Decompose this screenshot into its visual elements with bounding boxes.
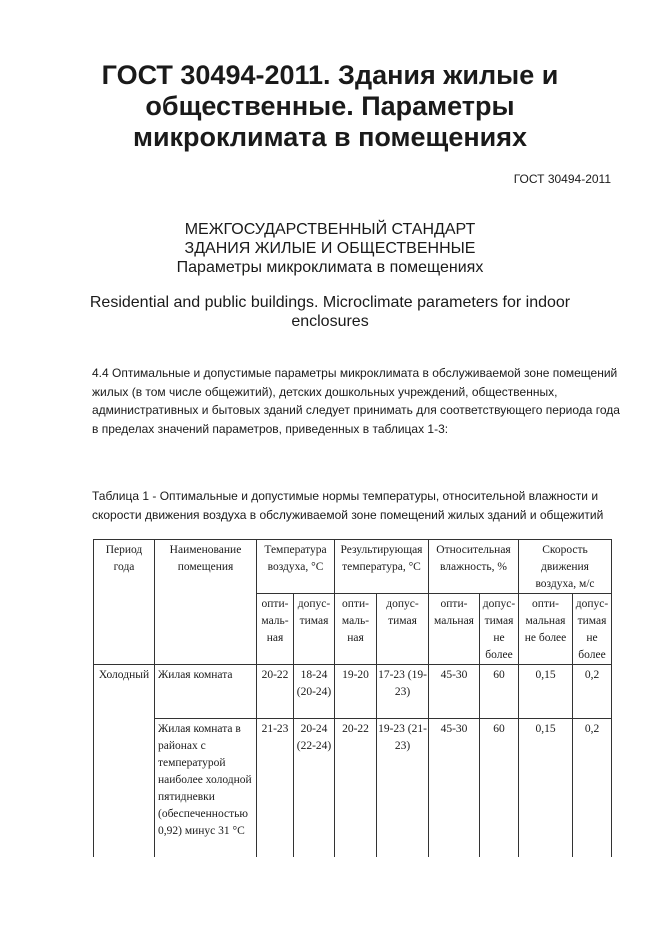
cell-result-optimal: 20-22: [335, 719, 377, 857]
cell-speed-allowed: 0,2: [573, 719, 612, 857]
standard-heading-line3: Параметры микроклимата в помещениях: [176, 259, 484, 276]
cell-room: Жилая комната в районах с температурой наиболее холодной пятидневки (обеспеченностью 0,92) минус 31 °С: [155, 719, 257, 857]
cell-result-optimal: 19-20: [335, 665, 377, 719]
table-caption: Таблица 1 - Оптимальные и допустимые нормы температуры, относительной влажности и скорости движения воздуха в обслуживаемой зоне помещений жилых зданий и общежитий: [92, 489, 604, 522]
sub-speed-allowed: допус-тимая не более: [573, 594, 612, 665]
sub-result-allowed: допус-тимая: [377, 594, 429, 665]
cell-speed-allowed: 0,2: [573, 665, 612, 719]
header-period: Период года: [94, 540, 155, 665]
cell-humidity-optimal: 45-30: [429, 665, 480, 719]
sub-air-optimal: опти-маль-ная: [257, 594, 294, 665]
sub-speed-optimal: опти-мальная не более: [519, 594, 573, 665]
english-title: Residential and public buildings. Microclimate parameters for indoor enclosures: [89, 294, 571, 330]
header-humidity: Относительная влажность, %: [429, 540, 519, 594]
cell-speed-optimal: 0,15: [519, 665, 573, 719]
cell-speed-optimal: 0,15: [519, 719, 573, 857]
cell-humidity-allowed: 60: [480, 719, 519, 857]
sub-air-allowed: допус-тимая: [294, 594, 335, 665]
sub-result-optimal: опти-маль-ная: [335, 594, 377, 665]
header-air-speed: Скорость движения воздуха, м/с: [519, 540, 612, 594]
cell-air-optimal: 20-22: [257, 665, 294, 719]
cell-humidity-optimal: 45-30: [429, 719, 480, 857]
cell-result-allowed: 17-23 (19-23): [377, 665, 429, 719]
cell-period: Холодный: [94, 665, 155, 719]
standard-heading-line1: МЕЖГОСУДАРСТВЕННЫЙ СТАНДАРТ: [184, 221, 476, 238]
standard-heading-line2: ЗДАНИЯ ЖИЛЫЕ И ОБЩЕСТВЕННЫЕ: [184, 240, 476, 257]
cell-air-allowed: 20-24 (22-24): [294, 719, 335, 857]
table-row: [94, 665, 612, 719]
table-row: [94, 719, 612, 857]
header-room: Наименование помещения: [155, 540, 257, 665]
cell-room: Жилая комната: [155, 665, 257, 719]
standard-code: ГОСТ 30494-2011: [513, 172, 611, 186]
cell-air-allowed: 18-24 (20-24): [294, 665, 335, 719]
section-paragraph: 4.4 Оптимальные и допустимые параметры микроклимата в обслуживаемой зоне помещений жилых (в том числе общежитий), детских дошкольных учреждений, общественных, административных и бытовых зданий следует принимать для соответствующего периода года в пределах значений параметров, приведенных в таблицах 1-3:: [92, 366, 620, 436]
standard-heading: [60, 220, 600, 277]
sub-humidity-allowed: допус-тимая не более: [480, 594, 519, 665]
cell-period: [94, 719, 155, 857]
cell-humidity-allowed: 60: [480, 665, 519, 719]
cell-air-optimal: 21-23: [257, 719, 294, 857]
header-result-temp: Результирующая температура, °С: [335, 540, 429, 594]
cell-result-allowed: 19-23 (21-23): [377, 719, 429, 857]
sub-humidity-optimal: опти-мальная: [429, 594, 480, 665]
header-air-temp: Температура воздуха, °С: [257, 540, 335, 594]
document-title: ГОСТ 30494-2011. Здания жилые и общественные. Параметры микроклимата в помещениях: [101, 60, 559, 152]
microclimate-table: [93, 539, 612, 857]
